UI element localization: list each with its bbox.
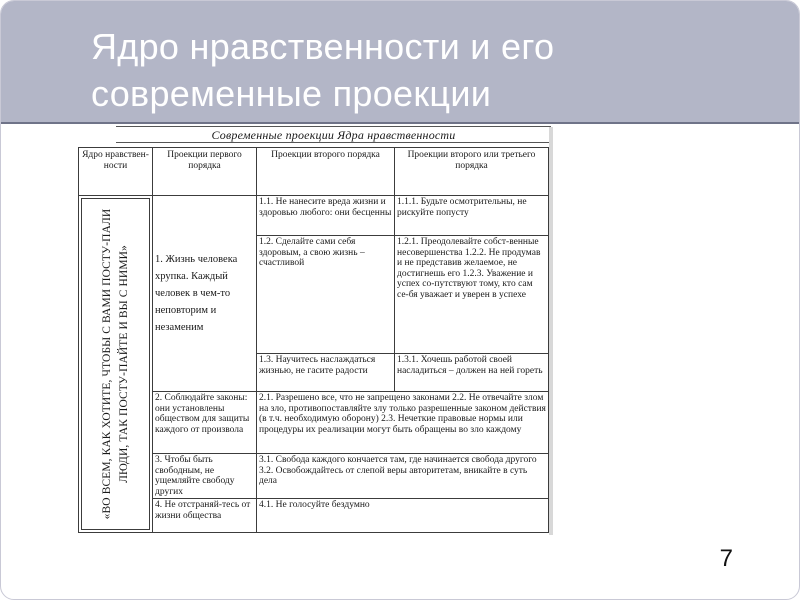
- caption-rule-top: [116, 126, 551, 127]
- table-header-row: [79, 148, 549, 196]
- title-banner: [1, 1, 800, 123]
- header-divider: [1, 122, 800, 124]
- page-number: 7: [719, 545, 733, 572]
- core-statement: «ВО ВСЕМ, КАК ХОТИТЕ, ЧТОБЫ С ВАМИ ПОСТУ-ПАЛИ ЛЮДИ, ТАК ПОСТУ-ПАЙТЕ И ВЫ С НИМИ»: [100, 208, 130, 520]
- scan-edge: [549, 127, 553, 535]
- cell-first-4: 4. Не отстраняй-тесь от жизни общества: [153, 499, 257, 533]
- slide-title-line-2: современные проекции: [91, 73, 492, 114]
- core-cell: [79, 196, 153, 533]
- morality-table: [78, 147, 549, 533]
- slide-title: [91, 23, 771, 117]
- cell-second-4: 4.1. Не голосуйте бездумно: [257, 499, 549, 533]
- cell-third-1-3-1: 1.3.1. Хочешь работой своей насладиться – должен на ней гореть: [395, 354, 549, 392]
- caption-rule-bottom: [116, 142, 551, 143]
- slide-title-line-1: Ядро нравственности и его: [91, 26, 555, 67]
- cell-second-1-1: 1.1. Не нанесите вреда жизни и здоровью любого: они бесценны: [257, 196, 395, 236]
- table-caption: Современные проекции Ядра нравственности: [211, 128, 456, 142]
- cell-first-2: 2. Соблюдайте законы: они установлены обществом для защиты каждого от произвола: [153, 392, 257, 454]
- header-third-order: Проекции второго или третьего порядка: [395, 148, 549, 196]
- scanned-table-image: [76, 126, 551, 536]
- cell-second-2: 2.1. Разрешено все, что не запрещено законами 2.2. Не отвечайте злом на зло, противопоставляйте злу только разрешенные законом действия (в т.ч. необходимую оборону) 2.3. Нечеткие правовые нормы или процедуры их реализации могут быть обращены во зло каждому: [257, 392, 549, 454]
- table-row: [79, 196, 549, 236]
- header-first-order: Проекции первого порядка: [153, 148, 257, 196]
- header-second-order: Проекции второго порядка: [257, 148, 395, 196]
- core-frame: [81, 198, 150, 530]
- cell-first-3: 3. Чтобы быть свободным, не ущемляйте свободу других: [153, 454, 257, 499]
- cell-second-3: 3.1. Свобода каждого кончается там, где начинается свобода другого 3.2. Освобождайтесь от слепой веры авторитетам, вникайте в суть дела: [257, 454, 549, 499]
- cell-second-1-2: 1.2. Сделайте сами себя здоровым, а свою жизнь – счастливой: [257, 236, 395, 354]
- cell-third-1-1-1: 1.1.1. Будьте осмотрительны, не рискуйте попусту: [395, 196, 549, 236]
- header-core: Ядро нравствен-ности: [79, 148, 153, 196]
- cell-second-1-3: 1.3. Научитесь наслаждаться жизнью, не гасите радости: [257, 354, 395, 392]
- cell-first-1: 1. Жизнь человека хрупка. Каждый человек в чем-то неповторим и незаменим: [153, 196, 257, 392]
- cell-third-1-2: 1.2.1. Преодолевайте собст-венные несовершенства 1.2.2. Не продумав и не представив желаемое, не достигнешь его 1.2.3. Уважение и успех со-путствуют тому, кто сам се-бя уважает и уверен в успехе: [395, 236, 549, 354]
